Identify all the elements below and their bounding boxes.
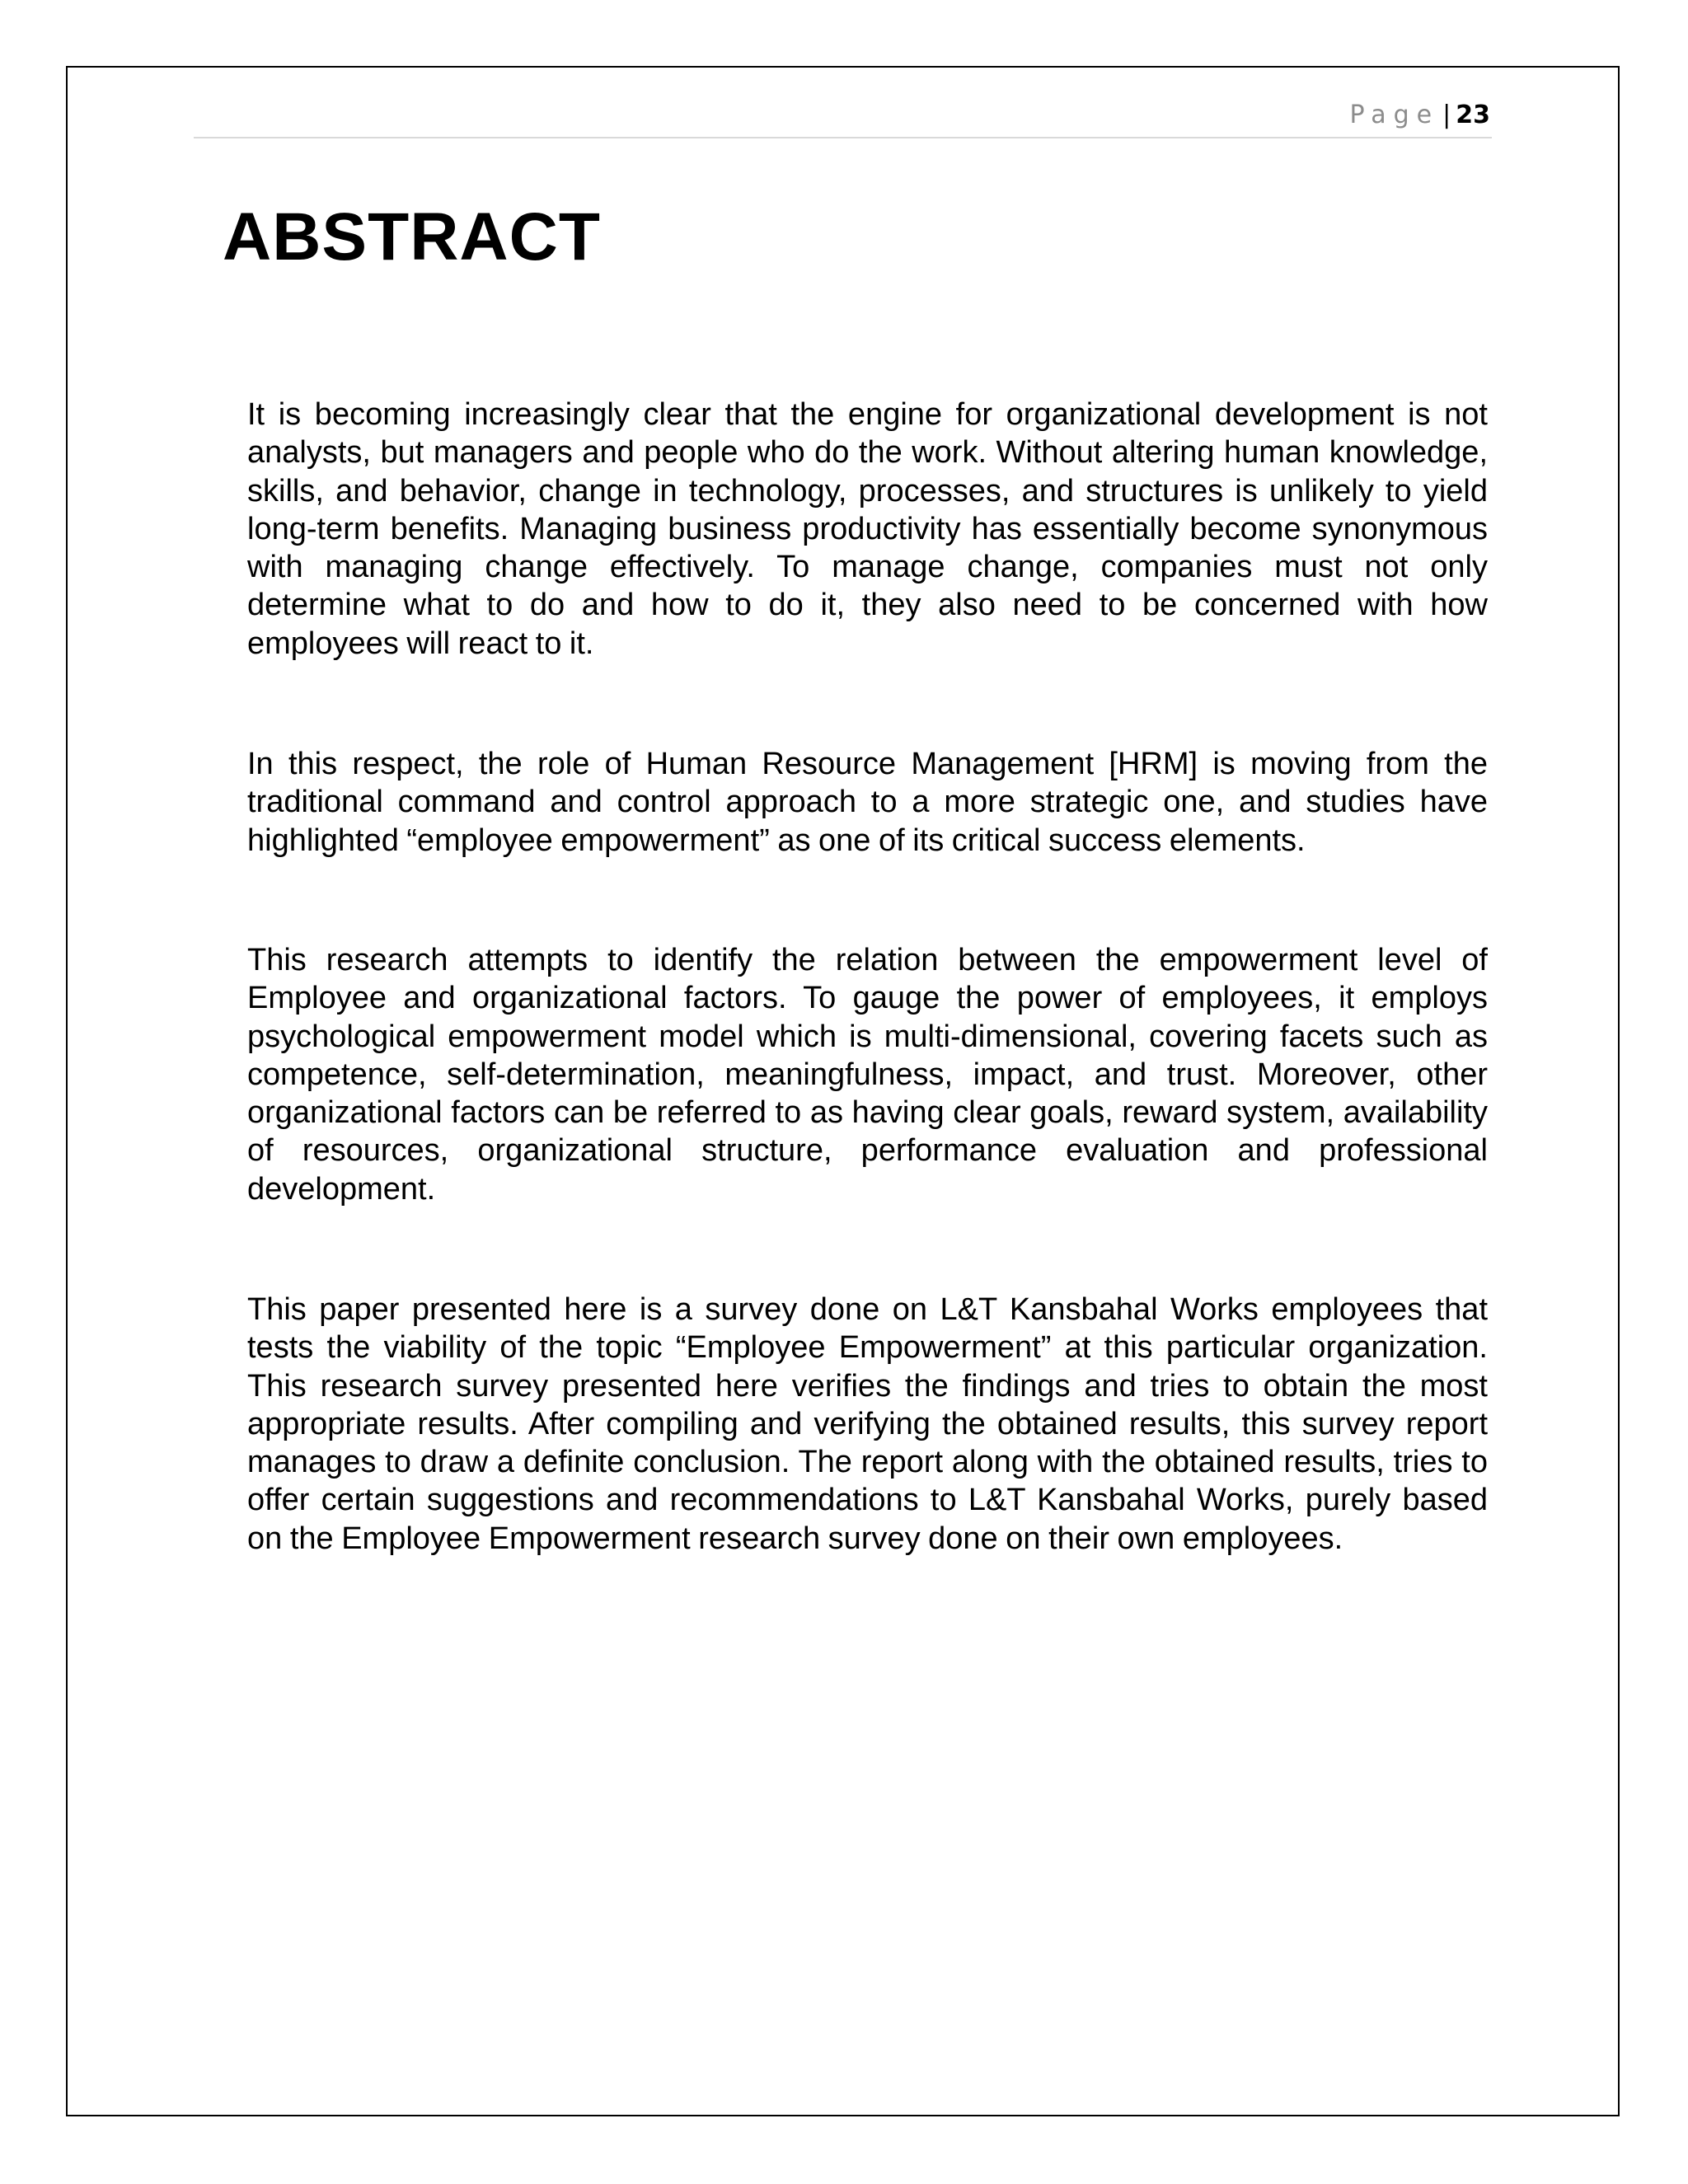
page-word: Page [1349, 101, 1440, 129]
page-separator: | [1442, 101, 1451, 129]
page-number-label [1350, 101, 1491, 130]
abstract-paragraph-2: In this respect, the role of Human Resource Management [HRM] is moving from the traditional command and control approach to a more strategic one, and studies have highlighted “employee empowerment” as one of its critical success elements. [247, 747, 1488, 858]
abstract-title: ABSTRACT [223, 199, 601, 274]
page-header [194, 97, 1492, 138]
abstract-paragraph-1: It is becoming increasingly clear that the engine for organizational development is not analysts, but managers and people who do the work. Without altering human knowledge, skills, and behavior, change in technology, processes, and structures is unlikely to yield long-term benefits. Managing business productivity has essentially become synonymous with managing change effectively. To manage change, companies must not only determine what to do and how to do it, they also need to be concerned with how employees will react to it. [247, 397, 1488, 661]
abstract-paragraph-4: This paper presented here is a survey done on L&T Kansbahal Works employees that tests the viability of the topic “Employee Empowerment” at this particular organization. This research survey presented here verifies the findings and tries to obtain the most appropriate results. After compiling and verifying the obtained results, this survey report manages to draw a definite conclusion. The report along with the obtained results, tries to offer certain suggestions and recommendations to L&T Kansbahal Works, purely based on the Employee Empowerment research survey done on their own employees. [247, 1292, 1488, 1556]
page-number: 23 [1456, 101, 1490, 129]
abstract-paragraph-3: This research attempts to identify the relation between the empowerment level of Employee and organizational factors. To gauge the power of employees, it employs psychological empowerment model which is multi-dimensional, covering facets such as competence, self-determination, meaningfulness, impact, and trust. Moreover, other organizational factors can be referred to as having clear goals, reward system, availability of resources, organizational structure, performance evaluation and professional development. [247, 943, 1488, 1207]
